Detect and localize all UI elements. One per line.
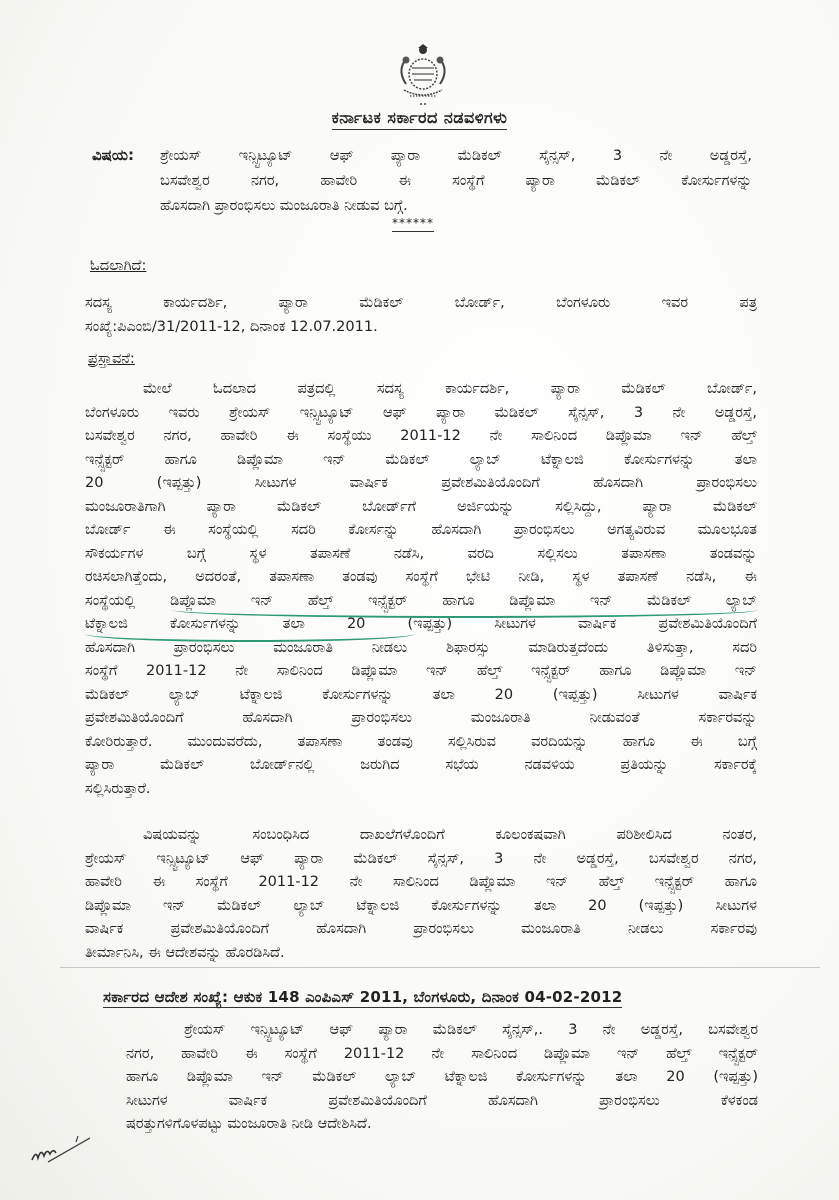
paragraph-line: ಹೊಸದಾಗಿ ಪ್ರಾರಂಭಿಸಲು ಮಂಜೂರಾತಿ ನೀಡಲು ಶಿಫಾರಸ್ಸು ಮಾಡಿರುತ್ತದೆಂದು ತಿಳಿಸುತ್ತಾ, ಸದರಿ — [85, 639, 757, 656]
paragraph-line: ಬೋರ್ಡ್ ಈ ಸಂಸ್ಥೆಯಲ್ಲಿ ಸದರಿ ಕೋರ್ಸನ್ನು ಹೊಸದಾಗಿ ಪ್ರಾರಂಭಿಸಲು ಅಗತ್ಯವಿರುವ ಮೂಲಭೂತ — [85, 522, 757, 538]
order-line: ಹಾಗೂ ಡಿಪ್ಲೊಮಾ ಇನ್ ಮೆಡಿಕಲ್ ಲ್ಯಾಬ್ ಟೆಕ್ನಾಲಜಿ ಕೋರ್ಸುಗಳನ್ನು ತಲಾ 20 (ಇಪ್ಪತ್ತು) — [126, 1069, 758, 1085]
paragraph-line: ಡಿಪ್ಲೊಮಾ ಇನ್ ಮೆಡಿಕಲ್ ಲ್ಯಾಬ್ ಟೆಕ್ನಾಲಜಿ ಕೋರ್ಸುಗಳನ್ನು ತಲಾ 20 (ಇಪ್ಪತ್ತು) ಸೀಟುಗಳ — [85, 897, 757, 914]
paragraph-line: ಬೆಂಗಳೂರು ಇವರು ಶ್ರೇಯಸ್ ಇನ್ಸ್ಟಿಟ್ಯೂಟ್ ಆಫ್ ಪ್ಯಾರಾ ಮೆಡಿಕಲ್ ಸೈನ್ಸಸ್, 3 ನೇ ಅಡ್ಡರಸ್ತೆ, — [85, 404, 757, 421]
read-line: ಸಂಖ್ಯೆ:ಪಿಎಂಬಿ/31/2011-12, ದಿನಾಂಕ 12.07.2011. — [85, 318, 378, 335]
government-order-number: ಸರ್ಕಾರದ ಆದೇಶ ಸಂಖ್ಯೆ: ಆಕುಕ 148 ಎಂಪಿಎಸ್ 2011, ಬೆಂಗಳೂರು, ದಿನಾಂಕ 04-02-2012 — [103, 988, 623, 1006]
order-paragraph — [126, 1019, 758, 1137]
preamble-paragraph-1 — [85, 378, 757, 801]
paragraph-line: ಪ್ಯಾರಾ ಮೆಡಿಕಲ್ ಬೋರ್ಡ್‌ನಲ್ಲಿ ಜರುಗಿದ ಸಭೆಯ ನಡವಳಿಯ ಪ್ರತಿಯನ್ನು ಸರ್ಕಾರಕ್ಕೆ — [85, 757, 757, 773]
paragraph-line: ಹಾವೇರಿ ಈ ಸಂಸ್ಥೆಗೆ 2011-12 ನೇ ಸಾಲಿನಿಂದ ಡಿಪ್ಲೊಮಾ ಇನ್ ಹೆಲ್ತ್ ಇನ್ಸ್ಪೆಕ್ಟರ್ ಹಾಗೂ — [85, 874, 757, 890]
paragraph-line: ವಿಷಯವನ್ನು ಸಂಬಂಧಿಸಿದ ದಾಖಲೆಗಳೊಂದಿಗೆ ಕೂಲಂಕಷವಾಗಿ ಪರಿಶೀಲಿಸಿದ ನಂತರ, — [143, 827, 757, 843]
state-emblem-icon — [394, 44, 452, 106]
subject-line: ಶ್ರೇಯಸ್ ಇನ್ಸ್ಟಿಟ್ಯೂಟ್ ಆಫ್ ಪ್ಯಾರಾ ಮೆಡಿಕಲ್ ಸೈನ್ಸಸ್, 3 ನೇ ಅಡ್ಡರಸ್ತೆ, — [160, 148, 752, 164]
order-line: ನಗರ, ಹಾವೇರಿ ಈ ಸಂಸ್ಥೆಗೆ 2011-12 ನೇ ಸಾಲಿನಿಂದ ಡಿಪ್ಲೊಮಾ ಇನ್ ಹೆಲ್ತ್ ಇನ್ಸ್ಪೆಕ್ಟರ್ — [126, 1045, 758, 1062]
paragraph-line: ಸಲ್ಲಿಸಿರುತ್ತಾರೆ. — [85, 780, 151, 797]
paragraph-line: ಪ್ರವೇಶಮಿತಿಯೊಂದಿಗೆ ಹೊಸದಾಗಿ ಪ್ರಾರಂಭಿಸಲು ಮಂಜೂರಾತಿ ನೀಡುವಂತೆ ಸರ್ಕಾರವನ್ನು — [85, 710, 757, 726]
read-label: ಓದಲಾಗಿದೆ: — [90, 258, 147, 274]
paragraph-line: ಬಸವೇಶ್ವರ ನಗರ, ಹಾವೇರಿ ಈ ಸಂಸ್ಥೆಯು 2011-12 ನೇ ಸಾಲಿನಿಂದ ಡಿಪ್ಲೊಮಾ ಇನ್ ಹೆಲ್ತ್ — [85, 428, 757, 444]
read-reference — [85, 292, 757, 339]
document-heading — [0, 108, 839, 128]
paragraph-line-highlighted: ಸಂಸ್ಥೆಯಲ್ಲಿ ಡಿಪ್ಲೊಮಾ ಇನ್ ಹೆಲ್ತ್ ಇನ್ಸ್ಪೆಕ್ಟರ್ ಹಾಗೂ ಡಿಪ್ಲೊಮಾ ಇನ್ ಮೆಡಿಕಲ್ ಲ್ಯಾಬ್ — [85, 592, 757, 609]
preamble-label: ಪ್ರಸ್ತಾವನೆ: — [88, 351, 135, 367]
handwritten-signature-icon — [30, 1128, 90, 1168]
paragraph-line: ಸಂಸ್ಥೆಗೆ 2011-12 ನೇ ಸಾಲಿನಿಂದ ಡಿಪ್ಲೊಮಾ ಇನ್ ಹೆಲ್ತ್ ಇನ್ಸ್ಪೆಕ್ಟರ್ ಹಾಗೂ ಡಿಪ್ಲೊಮಾ ಇನ್ — [85, 663, 757, 679]
subject-line: ಬಸವೇಶ್ವರ ನಗರ, ಹಾವೇರಿ ಈ ಸಂಸ್ಥೆಗೆ ಪ್ಯಾರಾ ಮೆಡಿಕಲ್ ಕೋರ್ಸುಗಳನ್ನು — [160, 173, 752, 189]
paragraph-line: ಮಂಜೂರಾತಿಗಾಗಿ ಪ್ಯಾರಾ ಮೆಡಿಕಲ್ ಬೋರ್ಡ್‌ಗೆ ಅರ್ಜಿಯನ್ನು ಸಲ್ಲಿಸಿದ್ದು, ಪ್ಯಾರಾ ಮೆಡಿಕಲ್ — [85, 498, 757, 515]
paragraph-line: ಮೆಡಿಕಲ್ ಲ್ಯಾಬ್ ಟೆಕ್ನಾಲಜಿ ಕೋರ್ಸುಗಳನ್ನು ತಲಾ 20 (ಇಪ್ಪತ್ತು) ಸೀಟುಗಳ ವಾರ್ಷಿಕ — [85, 686, 757, 703]
paragraph-line: ತೀರ್ಮಾನಿಸಿ, ಈ ಆದೇಶವನ್ನು ಹೊರಡಿಸಿದೆ. — [85, 944, 285, 961]
paragraph-line: ವಾರ್ಷಿಕ ಪ್ರವೇಶಮಿತಿಯೊಂದಿಗೆ ಹೊಸದಾಗಿ ಪ್ರಾರಂಭಿಸಲು ಮಂಜೂರಾತಿ ನೀಡಲು ಸರ್ಕಾರವು — [85, 921, 757, 937]
order-line: ಷರತ್ತುಗಳಿಗೊಳಪಟ್ಟು ಮಂಜೂರಾತಿ ನೀಡಿ ಆದೇಶಿಸಿದೆ. — [126, 1116, 372, 1132]
paragraph-line-highlighted: ಟೆಕ್ನಾಲಜಿ ಕೋರ್ಸುಗಳನ್ನು ತಲಾ 20 (ಇಪ್ಪತ್ತು) ಸೀಟುಗಳ ವಾರ್ಷಿಕ ಪ್ರವೇಶಮಿತಿಯೊಂದಿಗೆ — [85, 616, 757, 632]
paragraph-line: ಸೌಕರ್ಯಗಳ ಬಗ್ಗೆ ಸ್ಥಳ ತಪಾಸಣೆ ನಡೆಸಿ, ವರದಿ ಸಲ್ಲಿಸಲು ತಪಾಸಣಾ ತಂಡವನ್ನು — [85, 545, 757, 562]
separator-stars: ****** — [392, 216, 434, 230]
preamble-paragraph-2 — [85, 824, 757, 965]
order-line: ಶ್ರೇಯಸ್ ಇನ್ಸ್ಟಿಟ್ಯೂಟ್ ಆಫ್ ಪ್ಯಾರಾ ಮೆಡಿಕಲ್ ಸೈನ್ಸಸ್,. 3 ನೇ ಅಡ್ಡರಸ್ತೆ, ಬಸವೇಶ್ವರ — [184, 1022, 758, 1038]
paragraph-line: ಕೋರಿರುತ್ತಾರೆ. ಮುಂದುವರೆದು, ತಪಾಸಣಾ ತಂಡವು ಸಲ್ಲಿಸಿರುವ ವರದಿಯನ್ನು ಹಾಗೂ ಈ ಬಗ್ಗೆ — [85, 733, 757, 750]
paragraph-line: ರಚಿಸಲಾಗಿತ್ತೆಂದು, ಅದರಂತೆ, ತಪಾಸಣಾ ತಂಡವು ಸಂಸ್ಥೆಗೆ ಭೇಟಿ ನೀಡಿ, ಸ್ಥಳ ತಪಾಸಣೆ ನಡೆಸಿ, ಈ — [85, 569, 757, 585]
paragraph-line: ಮೇಲೆ ಓದಲಾದ ಪತ್ರದಲ್ಲಿ ಸದಸ್ಯ ಕಾರ್ಯದರ್ಶಿ, ಪ್ಯಾರಾ ಮೆಡಿಕಲ್ ಬೋರ್ಡ್, — [143, 381, 757, 397]
fold-line — [60, 967, 820, 968]
read-line: ಸದಸ್ಯ ಕಾರ್ಯದರ್ಶಿ, ಪ್ಯಾರಾ ಮೆಡಿಕಲ್ ಬೋರ್ಡ್, ಬೆಂಗಳೂರು ಇವರ ಪತ್ರ — [85, 295, 757, 311]
paragraph-line: ಇನ್ಸ್ಪೆಕ್ಟರ್ ಹಾಗೂ ಡಿಪ್ಲೊಮಾ ಇನ್ ಮೆಡಿಕಲ್ ಲ್ಯಾಬ್ ಟೆಕ್ನಾಲಜಿ ಕೋರ್ಸುಗಳನ್ನು ತಲಾ — [85, 451, 757, 468]
paragraph-line: ಶ್ರೇಯಸ್ ಇನ್ಸ್ಟಿಟ್ಯೂಟ್ ಆಫ್ ಪ್ಯಾರಾ ಮೆಡಿಕಲ್ ಸೈನ್ಸಸ್, 3 ನೇ ಅಡ್ಡರಸ್ತೆ, ಬಸವೇಶ್ವರ ನಗರ, — [85, 850, 757, 867]
order-line: ಸೀಟುಗಳ ವಾರ್ಷಿಕ ಪ್ರವೇಶಮಿತಿಯೊಂದಿಗೆ ಹೊಸದಾಗಿ ಪ್ರಾರಂಭಿಸಲು ಕೆಳಕಂಡ — [126, 1092, 758, 1109]
document-title: ಕರ್ನಾಟಕ ಸರ್ಕಾರದ ನಡವಳಿಗಳು — [332, 108, 508, 130]
subject-line: ಹೊಸದಾಗಿ ಪ್ರಾರಂಭಿಸಲು ಮಂಜೂರಾತಿ ನೀಡುವ ಬಗ್ಗೆ. — [160, 198, 408, 214]
subject-text — [160, 144, 752, 219]
subject-label: ವಿಷಯ: — [92, 146, 134, 164]
paragraph-line: 20 (ಇಪ್ಪತ್ತು) ಸೀಟುಗಳ ವಾರ್ಷಿಕ ಪ್ರವೇಶಮಿತಿಯೊಂದಿಗೆ ಹೊಸದಾಗಿ ಪ್ರಾರಂಭಿಸಲು — [85, 475, 757, 491]
